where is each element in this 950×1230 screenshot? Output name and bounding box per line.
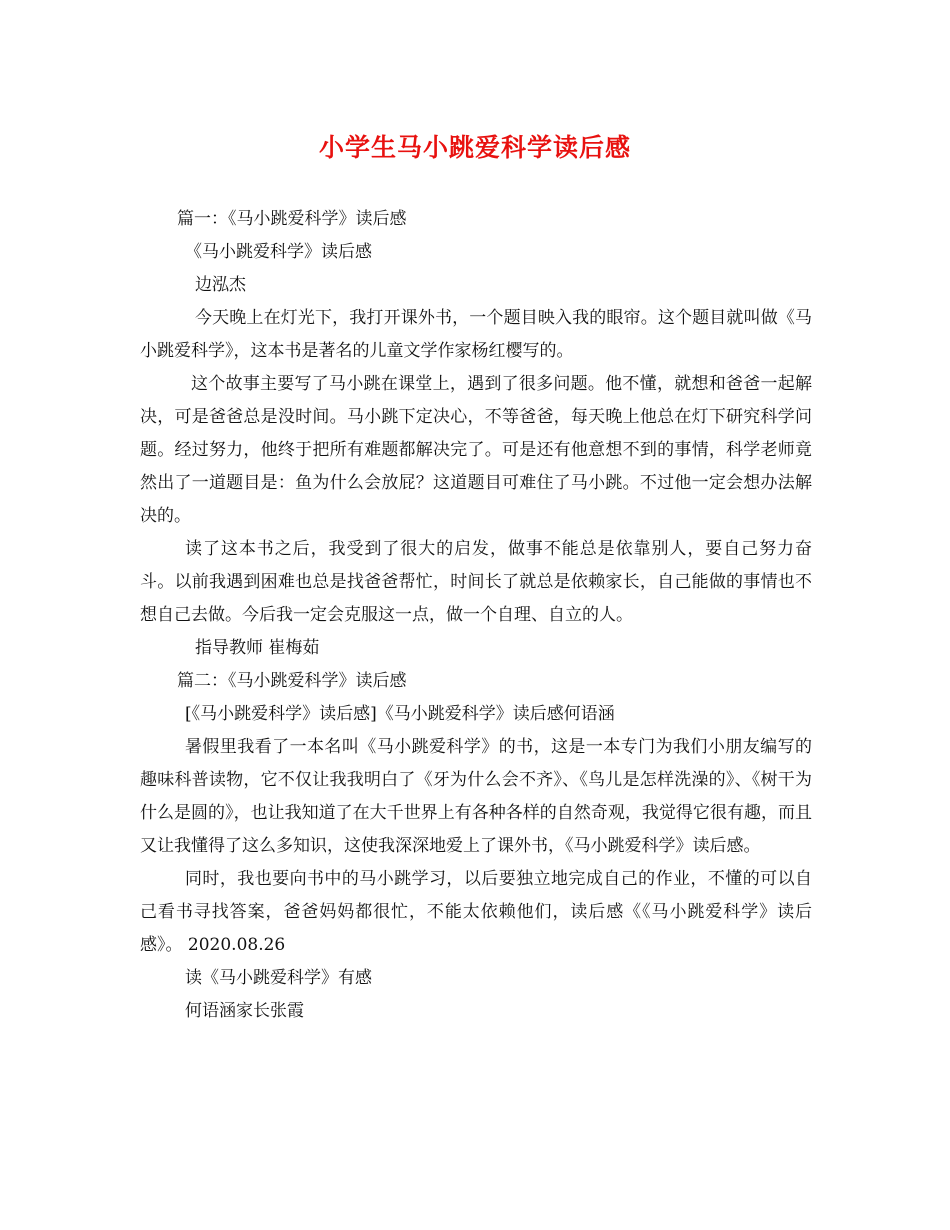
section-heading-one: 篇一：《马小跳爱科学》读后感 [177, 209, 407, 229]
author-name-three: 何语涵家长张霞 [185, 1001, 304, 1021]
paragraph: 今天晚上在灯光下，我打开课外书，一个题目映入我的眼帘。这个题目就叫做《马小跳爱科学》，这本书是著名的儿童文学作家杨红樱写的。 [140, 308, 812, 361]
essay-title-two: [《马小跳爱科学》读后感]《马小跳爱科学》读后感何语涵 [185, 704, 615, 724]
paragraph: 暑假里我看了一本名叫《马小跳爱科学》的书，这是一本专门为我们小朋友编写的趣味科普读物，它不仅让我我明白了《牙为什么会不齐》、《鸟儿是怎样洗澡的》、《树干为什么是圆的》，也让我知道了在大千世界上有各种各样的自然奇观，我觉得它很有趣，而且又让我懂得了这么多知识，这使我深深地爱上了课外书，《马小跳爱科学》读后感。 [140, 737, 812, 856]
paragraph: 读了这本书之后，我受到了很大的启发，做事不能总是依靠别人，要自己努力奋斗。以前我遇到困难也总是找爸爸帮忙，时间长了就总是依赖家长，自己能做的事情也不想自己去做。今后我一定会克服这一点，做一个自理、自立的人。 [140, 539, 812, 625]
document-body [140, 203, 812, 1028]
section-heading-two: 篇二：《马小跳爱科学》读后感 [177, 671, 407, 691]
document-title: 小学生马小跳爱科学读后感 [318, 133, 631, 162]
essay-title-one: 《马小跳爱科学》读后感 [185, 242, 372, 262]
essay-title-three: 读《马小跳爱科学》有感 [185, 968, 372, 988]
author-name-one: 边泓杰 [195, 275, 246, 295]
paragraph: 这个故事主要写了马小跳在课堂上，遇到了很多问题。他不懂，就想和爸爸一起解决，可是爸爸总是没时间。马小跳下定决心，不等爸爸，每天晚上他总在灯下研究科学问题。经过努力，他终于把所有难题都解决完了。可是还有他意想不到的事情，科学老师竟然出了一道题目是：鱼为什么会放屁？这道题目可难住了马小跳。不过他一定会想办法解决的。 [140, 374, 812, 526]
paragraph: 同时，我也要向书中的马小跳学习，以后要独立地完成自己的作业，不懂的可以自己看书寻找答案，爸爸妈妈都很忙，不能太依赖他们，读后感《《马小跳爱科学》读后感》。 2020.08.26 [140, 869, 812, 955]
teacher-credit: 指导教师 崔梅茹 [195, 638, 320, 658]
